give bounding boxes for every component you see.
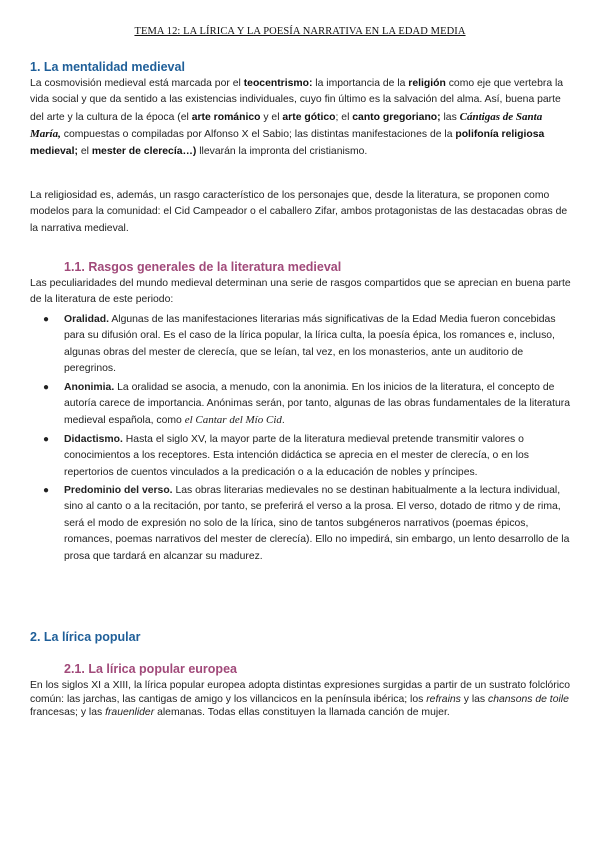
italic-term: frauenlider xyxy=(105,707,155,719)
bullet-icon: ● xyxy=(43,314,50,325)
text-run: La cosmovisión medieval está marcada por el xyxy=(30,78,244,89)
item-term: Predominio del verso. xyxy=(64,485,173,497)
text-run: ; el xyxy=(335,111,353,123)
item-term: Oralidad. xyxy=(64,314,110,325)
text-run: llevarán la impronta del cristianismo. xyxy=(196,145,368,157)
item-text: Hasta el siglo XV, la mayor parte de la literatura medieval pretende transmitir valores o conocimientos a los receptores. Esta intención didáctica se aprecia en el mester de clerecía, o en los repertorios de cuentos vinculados a la predicación o a la educación de nobles y príncipes. xyxy=(64,433,529,478)
rasgos-list xyxy=(30,312,575,567)
bold-term: mester de clerecía…) xyxy=(91,145,197,157)
text-run: En los siglos XI a XIII, la lírica popular europea adopta distintas expresiones surgidas a partir de un sustrato folclórico común: las jarchas, las cantigas de amigo y los villancicos en la península ibérica; los xyxy=(30,680,571,705)
paragraph-lirica-europea xyxy=(30,679,575,720)
section-heading-2: 2. La lírica popular xyxy=(30,630,141,644)
bold-term: arte gótico xyxy=(282,111,336,123)
bold-term: teocentrismo: xyxy=(243,78,313,89)
paragraph-religiosidad: La religiosidad es, además, un rasgo característico de los personajes que, desde la literatura, se proponen como modelos para la comunidad: el Cid Campeador o el caballero Zifar, ambos protagonistas de las destacadas obras de la narrativa medieval. xyxy=(30,190,568,234)
paragraph-mentalidad xyxy=(30,76,575,160)
bold-term: canto gregoriano; xyxy=(352,111,441,123)
bold-term: polifonía religiosa medieval; xyxy=(30,129,545,157)
bold-term: arte románico xyxy=(191,111,261,123)
text-run: francesas; y las xyxy=(30,707,106,719)
section-heading-1: 1. La mentalidad medieval xyxy=(30,60,185,74)
item-term: Didactismo. xyxy=(64,433,123,445)
italic-bold-title: Cántigas de Santa María, xyxy=(30,110,543,141)
item-text: Las obras literarias medievales no se destinan habitualmente a la lectura individual, sino al canto o a la recitación, por tanto, se preferirá el verso a la prosa. El verso, dotado de ritmo y de rima, será el modo de expresión no solo de la lírica, sino de tantos subgéneros narrativos (poemas épicos, romances, poemas narrativos del mester de clerecía). Ello no impedirá, sin embargo, un lento desarrollo de la prosa que tardará en alcanzar su madurez. xyxy=(64,485,570,562)
italic-citation: el Cantar del Mío Cid xyxy=(184,414,282,427)
bullet-icon: ● xyxy=(43,433,50,445)
text-run: y las xyxy=(460,693,488,705)
list-item xyxy=(30,483,575,565)
bullet-icon: ● xyxy=(43,381,50,393)
text-run: como eje que vertebra la vida social y que da sentido a las existencias individuales, cuyo fin último es la salvación del alma. Así, buena parte del arte y la cultura de la época (el xyxy=(30,78,564,123)
text-run: compuestas o compiladas por Alfonso X el Sabio; las distintas manifestaciones de la xyxy=(60,129,456,141)
text-run: la importancia de la xyxy=(312,78,409,89)
item-text-tail: . xyxy=(281,415,285,427)
italic-term: chansons de toile xyxy=(488,693,569,705)
text-run: y el xyxy=(260,111,283,123)
section-heading-2-1: 2.1. La lírica popular europea xyxy=(64,662,237,676)
page-header: TEMA 12: LA LÍRICA Y LA POESÍA NARRATIVA EN LA EDAD MEDIA xyxy=(134,26,466,37)
list-item xyxy=(30,380,575,430)
italic-term: refrains xyxy=(426,693,461,705)
paragraph-intro-rasgos: Las peculiaridades del mundo medieval determinan una serie de rasgos compartidos que se aprecian en buena parte de la literatura de este periodo: xyxy=(30,278,571,306)
section-heading-1-1: 1.1. Rasgos generales de la literatura medieval xyxy=(64,260,342,274)
item-text: La oralidad se asocia, a menudo, con la anonimia. En los inicios de la literatura, el concepto de autoría carece de importancia. Anónimas serán, por tanto, algunas de las obras fundamentales de la literatura medieval española, como xyxy=(64,381,570,427)
text-run: el xyxy=(77,145,92,157)
list-item xyxy=(30,312,575,378)
bold-term: religión xyxy=(408,78,446,89)
text-run: las xyxy=(440,111,460,123)
text-run: alemanas. Todas ellas constituyen la llamada canción de mujer. xyxy=(154,707,450,719)
item-term: Anonimia. xyxy=(64,381,115,393)
item-text: Algunas de las manifestaciones literarias más significativas de la Edad Media fueron concebidas para su difusión oral. Es el caso de la lírica popular, la lírica culta, la poesía épica, los romances e, incluso, algunas obras del mester de clerecía, que se leían, tal vez, en los monasterios, ante un auditorio de peregrinos. xyxy=(64,314,556,375)
list-item xyxy=(30,432,575,481)
bullet-icon: ● xyxy=(43,485,50,497)
